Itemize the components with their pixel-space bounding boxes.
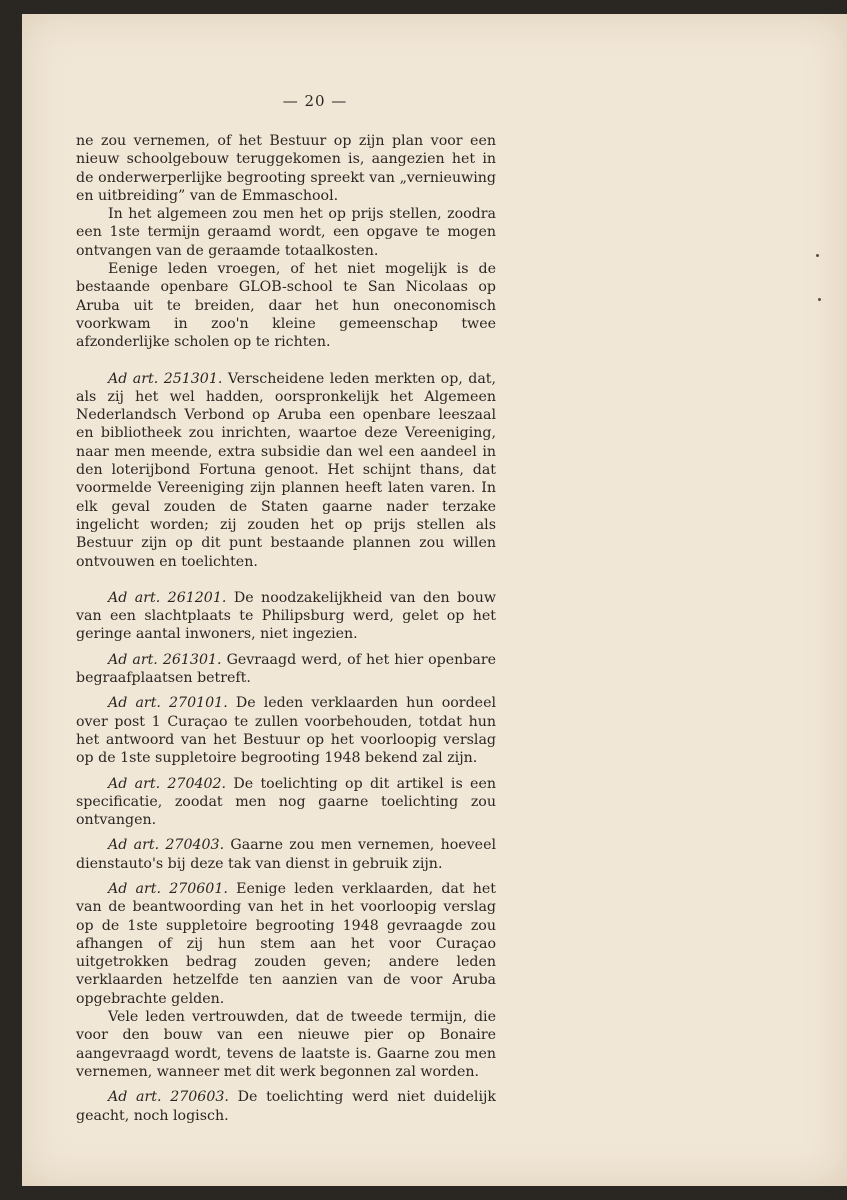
article-reference: Ad art. 270402.	[108, 775, 227, 792]
document-page	[22, 14, 847, 1186]
article-reference: Ad art. 261301.	[108, 651, 222, 668]
paragraph: Vele leden vertrouwden, dat de tweede termijn, die voor den bouw van een nieuwe pier op Bonaire aangevraagd wordt, tevens de laatste is. Gaarne zou men vernemen, wanneer met dit werk begonnen zal worden.	[76, 1009, 496, 1080]
article-reference: Ad art. 270601.	[108, 880, 228, 897]
paragraph: In het algemeen zou men het op prijs stellen, zoodra een 1ste termijn geraamd wordt, een opgave te mogen ontvangen van de geraamde totaalkosten.	[76, 206, 496, 259]
article-reference: Ad art. 270403.	[108, 837, 225, 854]
paragraph: Eenige leden vroegen, of het niet mogelijk is de bestaande openbare GLOB-school te San Nicolaas op Aruba uit te breiden, daar het hun oneconomisch voorkwam in zoo'n kleine gemeenschap twee afzonderlijke scholen op te richten.	[76, 261, 496, 351]
page-number: — 20 —	[282, 92, 348, 110]
paper-speck	[818, 298, 821, 301]
article-paragraph: Ad art. 270603. De toelichting werd niet duidelijk geacht, noch logisch.	[76, 1089, 496, 1124]
body-text	[76, 132, 496, 1125]
article-reference: Ad art. 251301.	[108, 370, 223, 387]
article-paragraph: Ad art. 270402. De toelichting op dit artikel is een specificatie, zoodat men nog gaarne toelichting zou ontvangen.	[76, 775, 496, 829]
article-paragraph: Ad art. 270601. Eenige leden verklaarden, dat het van de beantwoording van het in het voorloopig verslag op de 1ste suppletoire begrooting 1948 gevraagde zou afhangen of zij hun stem aan het voor Curaçao uitgetrokken bedrag zouden geven; andere leden verklaarden hetzelfde ten aanzien van de voor Aruba opgebrachte gelden.	[76, 880, 497, 1007]
paper-speck	[816, 254, 819, 257]
article-paragraph: Ad art. 270403. Gaarne zou men vernemen, hoeveel dienstauto's bij deze tak van dienst in gebruik zijn.	[76, 837, 497, 872]
article-paragraph: Ad art. 251301. Verscheidene leden merkten op, dat, als zij het wel hadden, oorspronkelijk het Algemeen Nederlandsch Verbond op Aruba een openbare leeszaal en bibliotheek zou inrichten, waartoe deze Vereeniging, naar men meende, extra subsidie dan wel een aandeel in den loterijbond Fortuna genoot. Het schijnt thans, dat voormelde Vereeniging zijn plannen heeft laten varen. In elk geval zouden de Staten gaarne nader terzake ingelicht worden; zij zouden het op prijs stellen als Bestuur zijn op dit punt bestaande plannen zou willen ontvouwen en toelichten.	[76, 370, 497, 570]
article-paragraph: Ad art. 261301. Gevraagd werd, of het hier openbare begraafplaatsen betreft.	[76, 651, 497, 687]
article-paragraph: Ad art. 270101. De leden verklaarden hun oordeel over post 1 Curaçao te zullen voorbehouden, totdat hun het antwoord van het Bestuur op het voorloopig verslag op de 1ste suppletoire begrooting 1948 bekend zal zijn.	[76, 695, 496, 767]
article-paragraph: Ad art. 261201. De noodzakelijkheid van den bouw van een slachtplaats te Philipsburg werd, gelet op het geringe aantal inwoners, niet ingezien.	[76, 589, 496, 643]
article-reference: Ad art. 270603.	[108, 1089, 229, 1106]
article-reference: Ad art. 261201.	[108, 589, 227, 606]
article-reference: Ad art. 270101.	[108, 695, 228, 712]
paragraph: ne zou vernemen, of het Bestuur op zijn plan voor een nieuw schoolgebouw teruggekomen is, aangezien het in de onderwerperlijke begrooting spreekt van „vernieuwing en uitbreiding” van de Emmaschool.	[76, 133, 496, 204]
